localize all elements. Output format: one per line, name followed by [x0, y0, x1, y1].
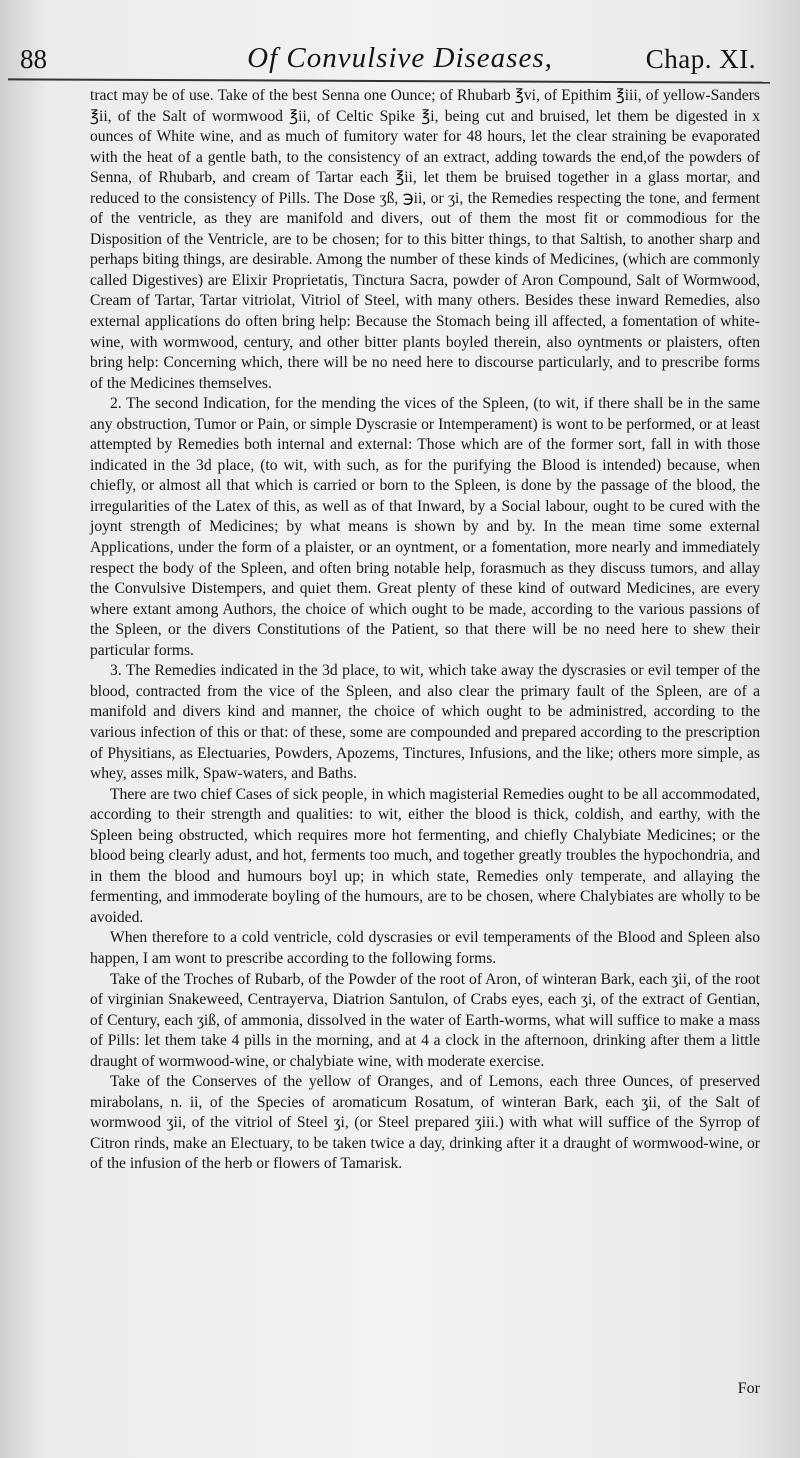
- page-number: 88: [20, 44, 47, 74]
- running-title: Of Convulsive Diseases,: [247, 42, 553, 74]
- page-header: [0, 40, 800, 80]
- chapter-label: Chap. XI.: [645, 44, 756, 74]
- paragraph-cold-ventricle: When therefore to a cold ventricle, cold dyscrasies or evil temperaments of the Blood and Spleen also happen, I am wont to prescribe according to the following forms.: [90, 929, 760, 967]
- paragraph-two-cases: There are two chief Cases of sick people, in which magisterial Remedies ought to be all accommodated, according to their strength and qualities: to wit, either the blood is thick, coldish, and earthy, with the Spleen being obstructed, which requires more hot fermenting, and chiefly Chalybiate Medicines; or the blood being clearly adust, and hot, ferments too much, and together greatly troubles the hypochondria, and in them the blood and humours boyl up; in which state, Remedies only temperate, and allaying the fermenting, and immoderate boyling of the humours, are to be chosen, where Chalybiates are wholly to be avoided.: [90, 785, 760, 926]
- paragraph-electuary-recipe: Take of the Conserves of the yellow of Oranges, and of Lemons, each three Ounces, of preserved mirabolans, n. ii, of the Species of aromaticum Rosatum, of winteran Bark, each ʒii, of the Salt of wormwood ʒii, of the vitriol of Steel ʒi, (or Steel prepared ʒiii.) with what will suffice of the Syrrop of Citron rinds, make an Electuary, to be taken twice a day, drinking after it a draught of wormwood-wine, or of the infusion of the herb or flowers of Tamarisk.: [90, 1073, 760, 1173]
- paragraph-pills-recipe: Take of the Troches of Rubarb, of the Powder of the root of Aron, of winteran Bark, each ʒii, of the root of virginian Snakeweed, Centrayerva, Diatrion Santulon, of Crabs eyes, each ʒi, of the extract of Gentian, of Century, each ʒiß, of ammonia, dissolved in the water of Earth-worms, what will suffice to make a mass of Pills: let them take 4 pills in the morning, and at 4 a clock in the afternoon, drinking after them a little draught of wormwood-wine, or chalybiate wine, with moderate exercise.: [90, 970, 760, 1070]
- paragraph-continuation: tract may be of use. Take of the best Senna one Ounce; of Rhubarb ℥vi, of Epithim ℥iii, of yellow-Sanders ℥ii, of the Salt of wormwood ℥ii, of Celtic Spike ℥i, being cut and bruised, let them be digested in x ounces of White wine, and as much of fumitory water for 48 hours, let the clear straining be evaporated with the heat of a gentle bath, to the consistency of an extract, adding towards the end,of the powders of Senna, of Rhubarb, and cream of Tartar each ℥ii, let them be bruised together in a glass mortar, and reduced to the consistency of Pills. The Dose ʒß, ℈ii, or ʒi, the Remedies respecting the tone, and ferment of the ventricle, as they are manifold and divers, out of them the most fit or commodious for the Disposition of the Ventricle, are to be chosen; for to this bitter things, to that Saltish, to another sharp and perhaps biting things, are desirable. Among the number of these kinds of Medicines, (which are commonly called Digestives) are Elixir Proprietatis, Tinctura Sacra, powder of Aron Compound, Salt of Wormwood, Cream of Tartar, Tartar vitriolat, Vitriol of Steel, with many others. Besides these inward Remedies, also external applications do often bring help: Because the Stomach being ill affected, a fomentation of white-wine, with wormwood, century, and other bitter plants boyled therein, also oyntments or plaisters, often bring help: Concerning which, there will be no need here to discourse particularly, and to prescribe forms of the Medicines themselves.: [90, 87, 760, 392]
- catchword: For: [737, 1380, 760, 1397]
- paragraph-second-indication: 2. The second Indication, for the mending the vices of the Spleen, (to wit, if there shall be in the same any obstruction, Tumor or Pain, or simple Dyscrasie or Intemperament) is wont to be performed, or at least attempted by Remedies both internal and external: Those which are of the former sort, fall in with those indicated in the 3d place, (to wit, with such, as for the purifying the Blood is intended) because, when chiefly, or almost all that which is carried or born to the Spleen, is done by the passage of the blood, the irregularities of the Latex of this, as well as of that Inward, by a Social labour, ought to be cured with the joynt strength of Medicines; by what means is shown by and by. In the mean time some external Applications, under the form of a plaister, or an oyntment, or a fomentation, more nearly and immediately respect the body of the Spleen, and often bring notable help, forasmuch as they discuss tumors, and allay the Convulsive Distempers, and quiet them. Great plenty of these kind of outward Medicines, are every where extant among Authors, the choice of which ought to be made, according to the various passions of the Spleen, or the divers Constitutions of the Patient, so that there will be no need here to shew their particular forms.: [90, 395, 760, 659]
- body-text: [90, 86, 760, 1175]
- paragraph-third-indication: 3. The Remedies indicated in the 3d place, to wit, which take away the dyscrasies or evil temper of the blood, contracted from the vice of the Spleen, and also clear the primary fault of the Spleen, are of a manifold and divers kind and manner, the choice of which ought to be administred, according to the various infection of this or that: of these, some are compounded and prepared according to the prescription of Physitians, as Electuaries, Powders, Apozems, Tinctures, Infusions, and the like; others more simple, as whey, asses milk, Spaw-waters, and Baths.: [90, 662, 760, 783]
